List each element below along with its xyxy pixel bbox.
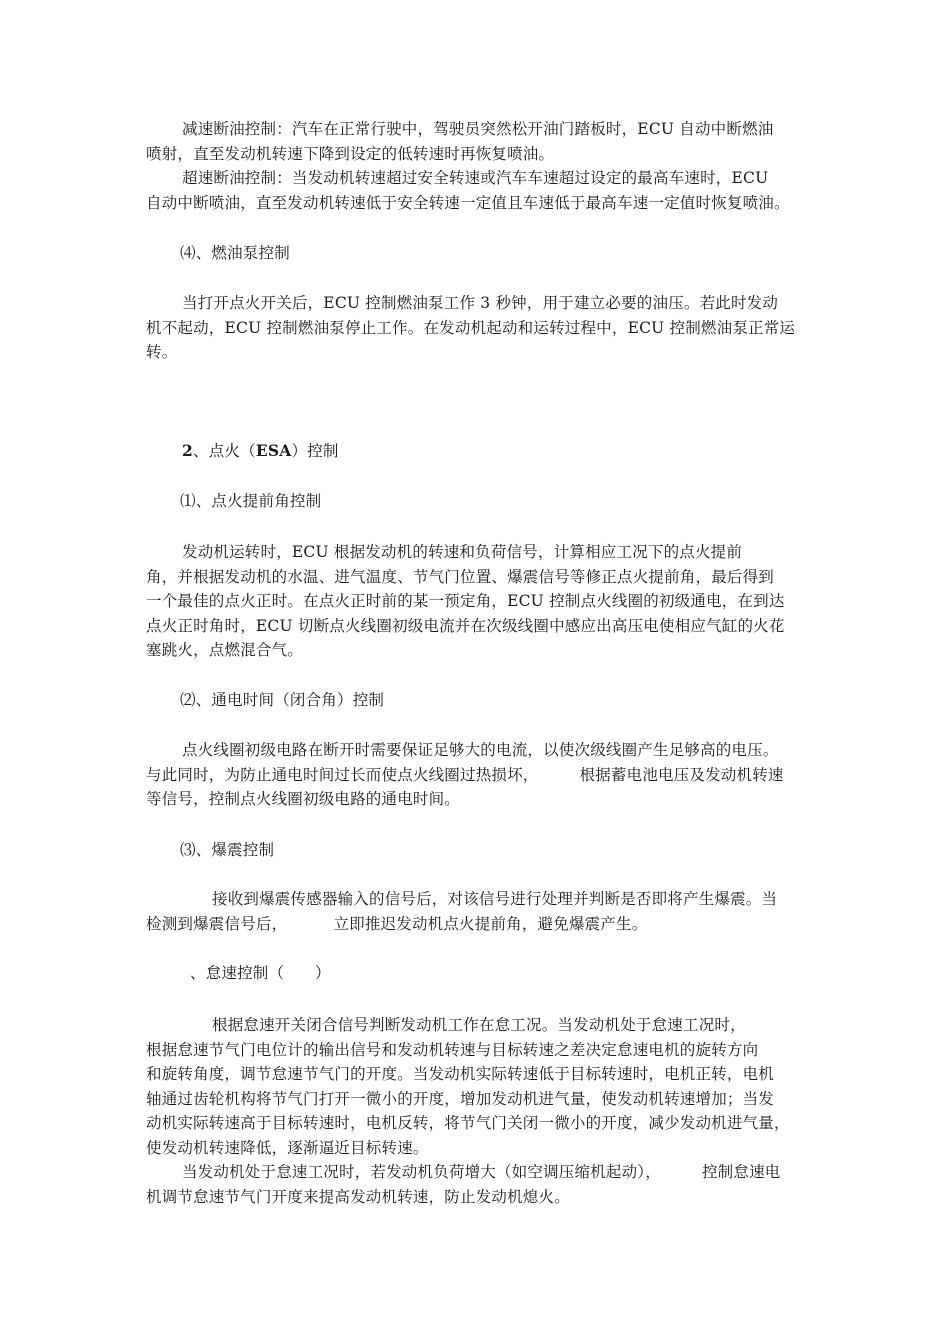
text-line: 当发动机处于怠速工况时，若发动机负荷增大（如空调压缩机起动）， 控制怠速电 [182,1163,781,1181]
text-line: 根据怠速节气门电位计的输出信号和发动机转速与目标转速之差决定怠速电机的旋转方向 [146,1040,759,1059]
text-line: 使发动机转速降低，逐渐逼近目标转速。 [146,1138,429,1157]
text-line: 当打开点火开关后，ECU 控制燃油泵工作 3 秒钟，用于建立必要的油压。若此时发动 [182,294,779,312]
text-line: 与此同时，为防止通电时间过长而使点火线圈过热损坏， 根据蓄电池电压及发动机转速 [146,765,784,784]
paragraph-decel-fuel-cut [146,117,816,166]
text-line: 点火线圈初级电路在断开时需要保证足够大的电流，以使次级线圈产生足够高的电压。 [182,741,779,759]
text-line: 等信号，控制点火线圈初级电路的通电时间。 [146,790,461,808]
text-line: 一个最佳的点火正时。在点火正时前的某一预定角，ECU 控制点火线圈的初级通电，在到达 [146,592,785,610]
paragraph-overspeed-fuel-cut [146,166,816,215]
heading-text: 、点火（ [193,442,256,460]
text-line: 机不起动，ECU 控制燃油泵停止工作。在发动机起动和运转过程中，ECU 控制燃油泵正常运 [146,318,796,337]
paragraph-dwell-control [146,738,816,812]
text-line: 自动中断喷油，直至发动机转速低于安全转速一定值且车速低于最高车速一定值时恢复喷油。 [146,193,790,212]
heading-dwell-control: ⑵、通电时间（闭合角）控制 [180,691,385,709]
heading-number: 2 [182,441,193,460]
heading-esa-control [182,440,339,462]
text-line: 接收到爆震传感器输入的信号后，对该信号进行处理并判断是否即将产生爆震。当 [212,890,778,908]
heading-idle-control: 、怠速控制（ ） [190,964,331,982]
text-line: 动机实际转速高于目标转速时，电机反转，将节气门关闭一微小的开度，减少发动机进气量， [146,1114,790,1132]
text-line: 超速断油控制：当发动机转速超过安全转速或汽车车速超过设定的最高车速时，ECU [182,169,769,187]
heading-fuel-pump-control: ⑷、燃油泵控制 [180,244,290,262]
text-line: 发动机运转时，ECU 根据发动机的转速和负荷信号，计算相应工况下的点火提前 [182,543,743,561]
text-line: 和旋转角度，调节怠速节气门的开度。当发动机实际转速低于目标转速时，电机正转，电机 [146,1065,775,1083]
text-line: 检测到爆震信号后， 立即推迟发动机点火提前角，避免爆震产生。 [146,914,648,933]
paragraph-fuel-pump [146,291,816,365]
text-line: 喷射，直至发动机转速下降到设定的低转速时再恢复喷油。 [146,144,555,163]
heading-knock-control: ⑶、爆震控制 [180,841,275,859]
text-line: 角，并根据发动机的水温、进气温度、节气门位置、爆震信号等修正点火提前角，最后得到 [146,567,775,586]
text-line: 机调节怠速节气门开度来提高发动机转速，防止发动机熄火。 [146,1187,570,1206]
paragraph-ignition-advance [146,540,816,663]
heading-abbreviation: ESA [255,441,292,460]
text-line: 根据怠速开关闭合信号判断发动机工作在怠工况。当发动机处于怠速工况时， [212,1016,746,1034]
heading-text-tail: ）控制 [291,442,339,460]
paragraph-idle-control [146,1013,816,1160]
text-line: 转。 [146,343,178,361]
text-line: 轴通过齿轮机构将节气门打开一微小的开度，增加发动机进气量，使发动机转速增加；当发 [146,1089,775,1108]
paragraph-idle-load-compensation [146,1160,816,1209]
heading-ignition-advance: ⑴、点火提前角控制 [180,492,322,510]
text-line: 塞跳火，点燃混合气。 [146,641,304,659]
text-line: 减速断油控制：汽车在正常行驶中，驾驶员突然松开油门踏板时，ECU 自动中断燃油 [182,120,774,138]
text-line: 点火正时角时，ECU 切断点火线圈初级电流并在次级线圈中感应出高压电使相应气缸的火花 [146,616,785,635]
paragraph-knock-control [146,887,816,936]
